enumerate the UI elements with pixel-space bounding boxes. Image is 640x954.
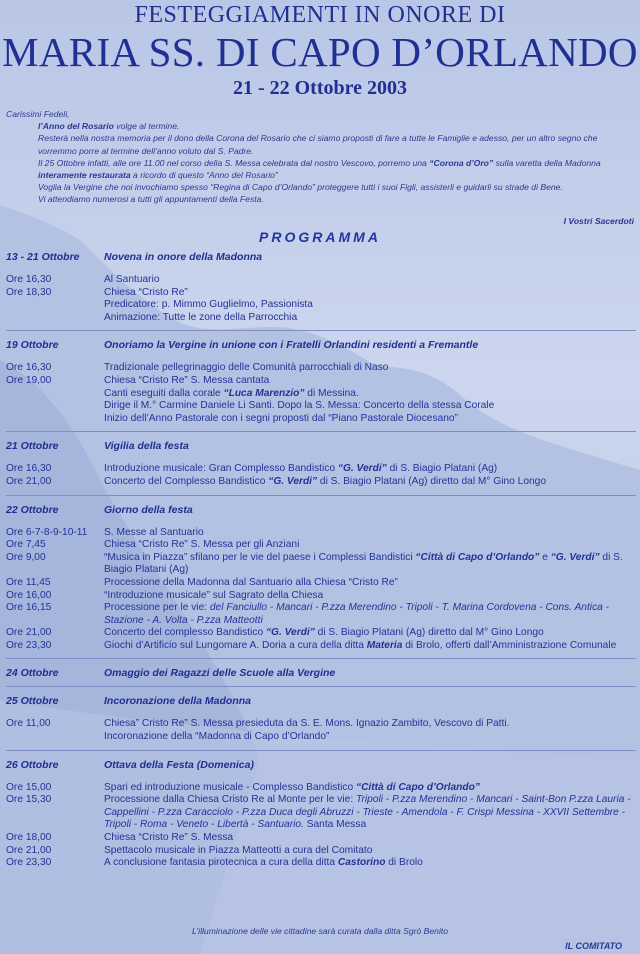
letter-paragraph-5: Vi attendiamo numerosi a tutti gli appuntamenti della Festa. [38,194,264,205]
section-date: 13 - 21 Ottobre [6,251,80,263]
section-title: Vigilia della festa [104,440,189,453]
list-item: Ore 9,00 “Musica in Piazza” sfilano per le vie del paese i Complessi Bandistici “Città di Capo d’Orlando” e “G. Verdi” di S. Biagio Platani (Ag) [6,551,623,576]
list-item: Ore 16,30 Al Santuario [6,274,160,285]
list-item: Incoronazione della “Madonna di Capo d’Orlando” [104,731,330,743]
programme-section-vigilia [6,439,636,488]
programme-section-19-ottobre [6,338,636,425]
section-date: 22 Ottobre [6,503,59,516]
list-item: Ore 6-7-8-9-10-11 S. Messe al Santuario [6,526,204,538]
header-dates: 21 - 22 Ottobre 2003 [232,77,408,99]
section-date: 24 Ottobre [6,667,59,680]
list-item: Ore 16,30 Tradizionale pellegrinaggio delle Comunità parrocchiali di Naso [6,362,389,374]
divider [6,431,636,432]
header-main-title: MARIA SS. DI CAPO D’ORLANDO [2,29,638,75]
list-item: Ore 21,00 Concerto del Complesso Bandistico “G. Verdi” di S. Biagio Platani (Ag) diretto dal M° Gino Longo [6,475,546,487]
divider [6,658,636,659]
list-item: Ore 18,00 Chiesa “Cristo Re” S. Messa [6,832,234,844]
list-item: Animazione: Tutte le zone della Parrocchia [104,311,298,323]
list-item: Inizio dell’Anno Pastorale con i segni proposti dal “Piano Pastorale Diocesano” [104,412,458,424]
list-item: Ore 7,45 Chiesa “Cristo Re” S. Messa per gli Anziani [6,539,300,551]
letter-greeting: Carissimi Fedeli, [6,109,70,119]
footer-lighting-note: L’illuminazione delle vie cittadine sarà curata dalla ditta Sgrò Benito [191,926,449,936]
list-item: Ore 21,00 Spettacolo musicale in Piazza Matteotti a cura del Comitato [6,844,373,856]
section-title: Onoriamo la Vergine in unione con i Fratelli Orlandini residenti a Fremantle [104,339,479,352]
list-item: Ore 15,00 Spari ed introduzione musicale - Complesso Bandistico “Città di Capo d’Orlando” [6,781,480,793]
list-item: Ore 18,30 Chiesa “Cristo Re” [6,286,188,298]
programme-section-ottava [6,758,636,870]
list-item: Ore 19,00 Chiesa “Cristo Re” S. Messa cantata [6,374,270,386]
letter-signature: I Vostri Sacerdoti [563,216,634,226]
list-item: Predicatore: p. Mimmo Guglielmo, Passionista [104,299,313,311]
section-title: Incoronazione della Madonna [104,695,252,708]
divider [6,495,636,496]
programme-section-incoronazione [6,694,636,743]
list-item: Ore 23,30 A conclusione fantasia pirotecnica a cura della ditta Castorino di Brolo [6,857,423,869]
letter-to-faithful [6,108,636,206]
letter-paragraph-3: Il 25 Ottobre infatti, alle ore 11.00 nel corso della S. Messa celebrata dal nostro Vescovo, porremo una “Corona d’Oro” sulla varetta della Madonna interamente restaurata a ricordo di questo “Anno del Rosario” [38,157,601,181]
list-item: Ore 11,45 Processione della Madonna dal Santuario alla Chiesa “Cristo Re” [6,576,398,588]
list-item: Ore 15,30 Processione dalla Chiesa Cristo Re al Monte per le vie: Tripoli - P.zza Merendino - Mancari - Saint-Bon P.zza Lauria - Cappellini - P.zza Caracciolo - P.zza Duca degli Abruzzi - Trieste - Amendola - F. Crispi Messina - XXVII Settembre - Tripoli - Roma - Veneto - Libertà - Santuario. Santa Messa [6,794,631,831]
section-date: 21 Ottobre [6,440,59,453]
list-item: Ore 11,00 Chiesa” Cristo Re” S. Messa presieduta da S. E. Mons. Ignazio Zambito, Vescovo di Patti. [6,718,510,730]
list-item: Ore 16,00 “Introduzione musicale” sul Sagrato della Chiesa [6,589,324,601]
list-item: Ore 23,30 Giochi d’Artificio sul Lungomare A. Doria a cura della ditta Materia di Brolo, offerti dall’Amministrazione Comunale [6,639,617,651]
programme-section-giorno-festa [6,503,636,653]
section-title: Novena in onore della Madonna [104,251,263,263]
list-item: Ore 16,30 Introduzione musicale: Gran Complesso Bandistico “G. Verdi” di S. Biagio Platani (Ag) [6,463,498,475]
divider [6,330,636,331]
list-item: Canti eseguiti dalla corale “Luca Marenzio” di Messina. [104,387,359,399]
header-line1: FESTEGGIAMENTI IN ONORE DI [134,2,506,28]
letter-paragraph-2: Resterà nella nostra memoria per il dono della Corona del Rosario che ci siamo proposti di fare a tutte le Famiglie e adesso, per un altro segno che vorremmo porre al termine dell’anno voluto dal S. Padre. [38,133,598,156]
list-item: Ore 16,15 Processione per le vie: del Fanciullo - Mancari - P.zza Merendino - Tripoli - T. Marina Cordovena - Cons. Antica - Stazione - A. Volta - P.zza Matteotti [6,602,610,626]
programme-list [6,250,636,870]
section-title: Giorno della festa [104,503,193,516]
letter-paragraph-1: l’Anno del Rosario volge al termine. [38,121,180,132]
list-item: Ore 21,00 Concerto del complesso Bandistico “G. Verdi” di S. Biagio Platani (Ag) diretto dal M° Gino Longo [6,627,544,639]
programme-section-novena [6,250,636,324]
section-title: Omaggio dei Ragazzi delle Scuole alla Vergine [104,667,336,680]
programme-section-24-ottobre [6,666,636,680]
footer-committee: IL COMITATO [565,941,622,951]
section-date: 26 Ottobre [6,758,59,771]
letter-paragraph-4: Voglia la Vergine che noi invochiamo spesso “Regina di Capo d’Orlando” proteggere tutti i suoi Figli, assisterli e guidarli su strade di Bene. [38,182,563,193]
divider [6,686,636,687]
list-item: Dirige il M.° Carmine Daniele Li Santi. Dopo la S. Messa: Concerto della stessa Corale [104,400,495,412]
section-date: 19 Ottobre [6,339,59,352]
section-date: 25 Ottobre [6,695,59,708]
section-title: Ottava della Festa (Domenica) [104,758,254,771]
divider [6,750,636,751]
programme-title: PROGRAMMA [259,229,381,245]
